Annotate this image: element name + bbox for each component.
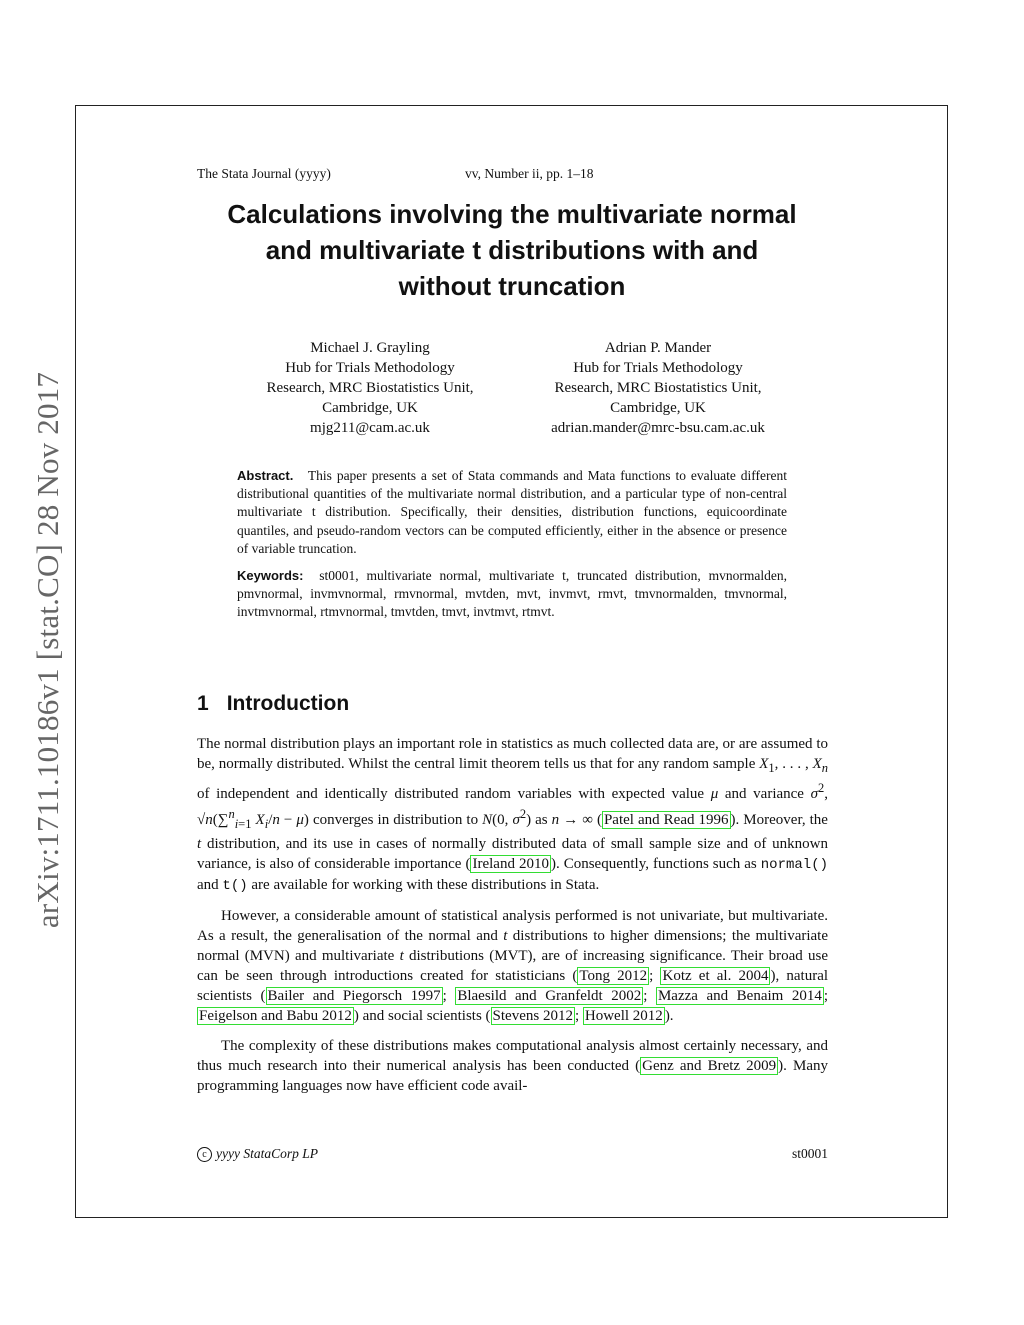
article-id: st0001 [791, 1146, 828, 1161]
code-t: t() [222, 878, 248, 894]
author-affiliation: Hub for Trials Methodology [285, 360, 455, 376]
citation-link[interactable]: Feigelson and Babu 2012 [199, 1008, 352, 1024]
author-email: mjg211@cam.ac.uk [310, 420, 430, 436]
keywords-label: Keywords: [237, 568, 304, 584]
citation-link[interactable]: Stevens 2012 [492, 1008, 573, 1024]
citation-link[interactable]: Bailer and Piegorsch 1997 [267, 988, 441, 1004]
author-name: Michael J. Grayling [310, 340, 430, 356]
author-affiliation: Research, MRC Biostatistics Unit, [554, 380, 762, 396]
citation-link[interactable]: Blaesild and Granfeldt 2002 [457, 988, 642, 1004]
title-line-1: Calculations involving the multivariate normal [227, 199, 797, 229]
code-normal: normal() [760, 857, 828, 873]
citation-link[interactable]: Ireland 2010 [472, 856, 549, 872]
citation-link[interactable]: Genz and Bretz 2009 [642, 1058, 777, 1074]
author-affiliation: Cambridge, UK [610, 400, 706, 416]
section-title: Introduction [226, 692, 350, 715]
keywords-paragraph [237, 567, 787, 622]
abstract-block [237, 467, 787, 631]
abstract-text: This paper presents a set of Stata commands and Mata functions to evaluate different distributional quantities of the multivariate normal distribution, and a particular type of non-central multivariate t distribution. Specifically, their densities, distribution functions, equicoordinate quantiles, and pseudo-random vectors can be computed efficiently, either in the absence or presence of variable truncation. [237, 468, 787, 556]
title-line-2: and multivariate t distributions with and [265, 235, 759, 265]
copyright-text: yyyy StataCorp LP [216, 1146, 318, 1161]
title-line-3: without truncation [398, 271, 626, 301]
keywords-text: st0001, multivariate normal, multivariate t, truncated distribution, mvnormalden, pmvnormal, invmvnormal, rmvnormal, mvtden, mvt, invmvt, rmvt, tmvnormalden, tmvnormal, invtmvnormal, rtmvnormal, tmvtden, tmvt, invtmvt, rtmvt. [237, 568, 788, 620]
citation-link[interactable]: Tong 2012 [579, 968, 648, 984]
author-affiliation: Cambridge, UK [322, 400, 418, 416]
citation-link[interactable]: Howell 2012 [584, 1008, 663, 1024]
section-heading [197, 692, 349, 716]
paragraph-2: However, a considerable amount of statistical analysis performed is not univariate, but multivariate. As a result, the generalisation of the normal and t distributions to higher dimensions; the multivariate normal (MVN) and multivariate t distributions (MVT), are of increasing significance. Their broad use can be seen through introductions created for statisticians ( Tong 2012 ; Kotz et al. 2004 ), natural scientists ( Bailer and Piegorsch 1997 ; Blaesild and Granfeldt 2002 ; Mazza and Benaim 2014 ; Feigelson and Babu 2012 ) and social scientists ( Stevens 2012 ; Howell 2012 ). [197, 908, 829, 1024]
paper-title [180, 196, 844, 304]
author-1 [230, 338, 510, 438]
body-text [197, 734, 828, 1106]
section-number: 1 [197, 692, 209, 715]
author-affiliation: Hub for Trials Methodology [573, 360, 743, 376]
citation-link[interactable]: Kotz et al. 2004 [662, 968, 769, 984]
copyright-notice [197, 1146, 318, 1162]
citation-link[interactable]: Patel and Read 1996 [603, 812, 729, 828]
arxiv-identifier: arXiv:1711.10186v1 [stat.CO] 28 Nov 2017 [30, 371, 65, 929]
volume-info: vv, Number ii, pp. 1–18 [465, 166, 594, 181]
abstract-label: Abstract. [237, 468, 294, 483]
copyright-icon: c [197, 1147, 212, 1162]
author-email: adrian.mander@mrc-bsu.cam.ac.uk [551, 420, 765, 436]
abstract-paragraph [237, 467, 787, 558]
paragraph-1: The normal distribution plays an important role in statistics as much collected data are, or are assumed to be, normally distributed. Whilst the central limit theorem tells us that for any random sample $X_1$, . . . , $X_n$ of independent and identically distributed random variables with expected value μ and variance $\sigma^2$, √n(∑$^n_{i=1}$ $X_i/n - \mu$) converges in distribution to N(0, $\sigma^2$) as n → ∞ ( Patel and Read 1996 ). Moreover, the t distribution, and its use in cases of normally distributed data of small sample size and of unknown variance, is also of considerable importance ( Ireland 2010 ). Consequently, functions such as normal() and t() are available for working with these distributions in Stata. [197, 736, 828, 894]
author-2 [518, 338, 798, 438]
journal-name: The Stata Journal (yyyy) [197, 166, 331, 181]
author-name: Adrian P. Mander [604, 340, 712, 356]
paragraph-3: The complexity of these distributions makes computational analysis almost certainly necessary, and thus much research into their numerical analysis has been conducted ( Genz and Bretz 2009 ). Many programming languages now have efficient code avail- [197, 1038, 828, 1094]
citation-link[interactable]: Mazza and Benaim 2014 [657, 988, 822, 1004]
author-affiliation: Research, MRC Biostatistics Unit, [266, 380, 474, 396]
